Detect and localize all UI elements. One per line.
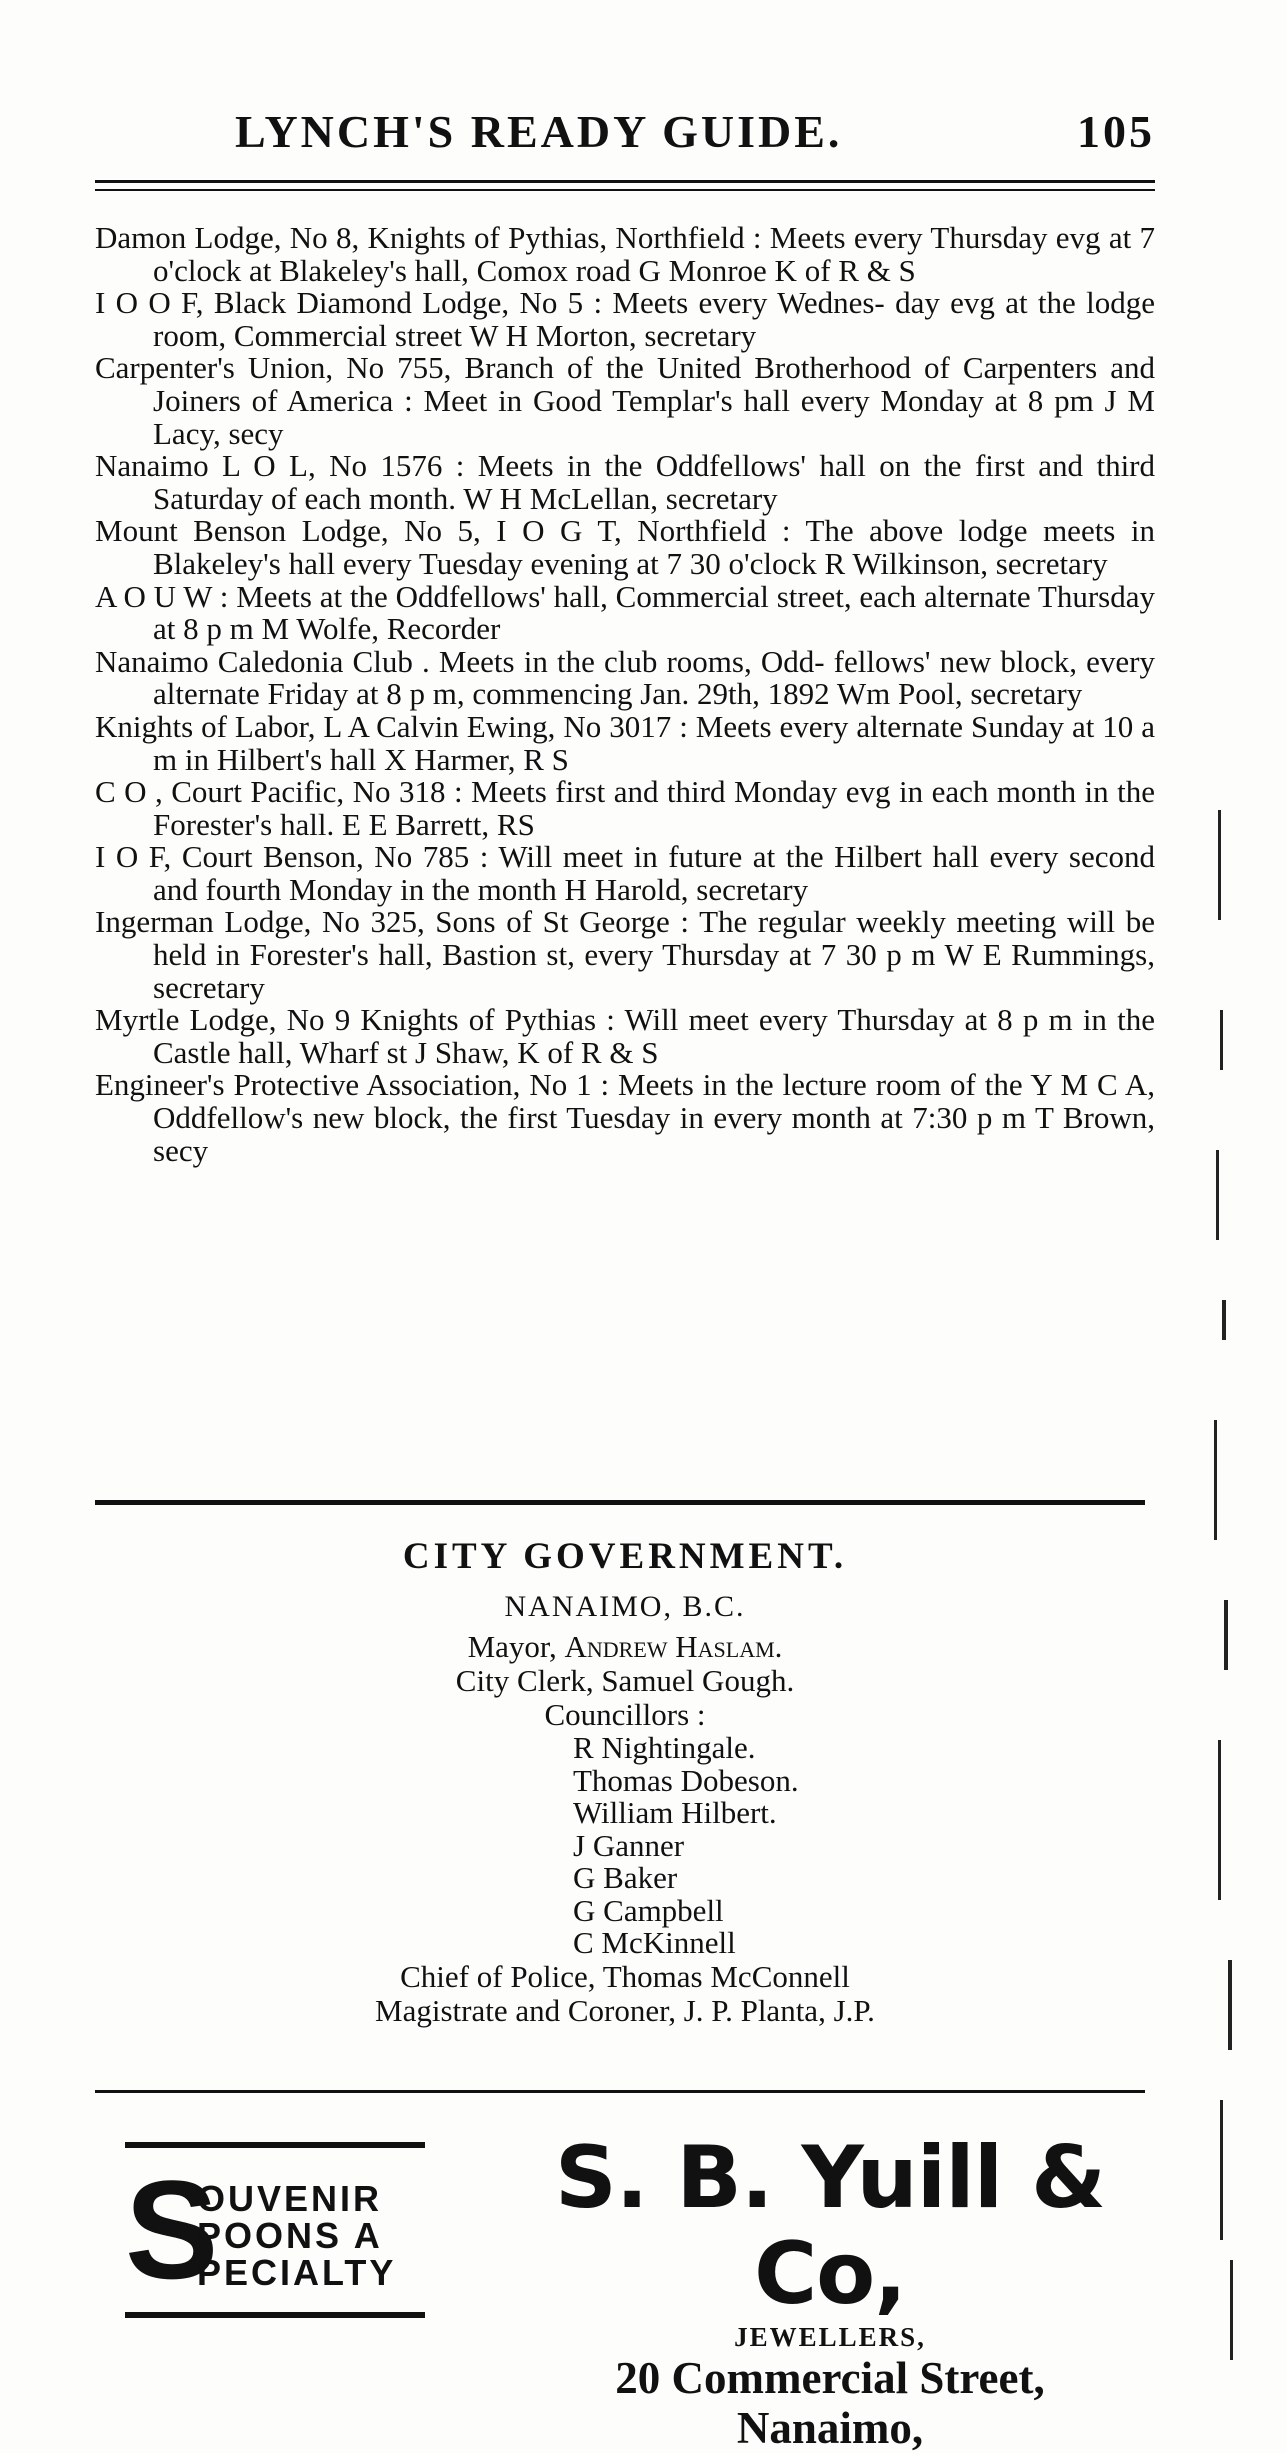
mayor-name: Andrew Haslam. (564, 1629, 783, 1664)
mayor-label: Mayor, (467, 1629, 557, 1664)
society-entry (95, 287, 1155, 352)
society-entry (95, 1004, 1155, 1069)
entry-continuation: Thursday at 8 p m in the Castle hall, Wharf st J Shaw, K of R & S (153, 1002, 1155, 1070)
entry-first-line: Carpenter's Union, No 755, Branch of the United Brotherhood (95, 350, 911, 386)
header-rule (95, 180, 1155, 191)
running-title: LYNCH'S READY GUIDE. (235, 106, 843, 157)
entry-first-line: Knights of Labor, L A Calvin Ewing, No 3017 : Meets every (95, 708, 849, 744)
souvenir-spoons-block (125, 2130, 525, 2330)
page-edge-specks (1210, 780, 1270, 2380)
ad-bar-top (125, 2142, 425, 2148)
entry-first-line: Myrtle Lodge, No 9 Knights of Pythias : Will meet every (95, 1002, 828, 1038)
councillor: Thomas Dobeson. (573, 1762, 799, 1798)
entry-continuation: Hilbert hall every second and fourth Monday in the month H Harold, secretary (153, 839, 1156, 907)
firm-trade: JEWELLERS, (734, 2322, 926, 2352)
slogan-line: POONS A (197, 2215, 383, 2256)
entry-first-line: Engineer's Protective Association, No 1 : Meets in the lecture (95, 1067, 867, 1103)
city-government (95, 1535, 1155, 2028)
councillor: G Campbell (573, 1892, 724, 1928)
entry-first-line: Nanaimo Caledonia Club . Meets in the club rooms, Odd- (95, 643, 825, 679)
society-entry (95, 906, 1155, 1004)
entry-continuation: fellows' new block, every alternate Friday at 8 p m, commencing Jan. 29th, 1892 Wm Pool, secretary (153, 643, 1155, 712)
councillor: R Nightingale. (573, 1730, 756, 1765)
councillor: G Baker (573, 1860, 678, 1895)
entry-continuation: weekly meeting will be held in Forester's hall, Bastion st, every Thursday at 7 30 p m W E Rummings, secretary (153, 904, 1155, 1005)
entry-first-line: Mount Benson Lodge, No 5, I O G T, Northfield : The above (95, 513, 944, 549)
section-rule (95, 1500, 1145, 1505)
firm-town: Nanaimo, (736, 2403, 924, 2453)
councillor: William Hilbert. (573, 1795, 777, 1830)
councillor: J Ganner (573, 1827, 685, 1863)
councillors-label: Councillors : (544, 1697, 706, 1732)
societies-list (95, 222, 1155, 1167)
entry-continuation: of Carpenters and Joiners of America : Meet in Good Templar's hall every Monday at 8 pm J M Lacy, secy (153, 350, 1155, 451)
firm-block (505, 2130, 1155, 2453)
society-entry (95, 222, 1155, 287)
ad-bar-bottom (125, 2312, 425, 2318)
society-entry (95, 776, 1155, 841)
slogan-initial: S (125, 2151, 219, 2308)
running-head (235, 105, 1155, 175)
section-heading: CITY GOVERNMENT. (402, 1536, 848, 1577)
chief-of-police: Chief of Police, Thomas McConnell (400, 1958, 850, 1994)
mayor-line (95, 1630, 1155, 1664)
society-entry (95, 1069, 1155, 1167)
entry-first-line: Nanaimo L O L, No 1576 : Meets in the Oddfellows' hall on (95, 448, 911, 484)
society-entry (95, 578, 1156, 647)
entry-continuation: each alternate Thursday at 8 p m M Wolfe, Recorder (153, 578, 1156, 647)
society-entry (95, 708, 1155, 777)
entry-continuation: the first and third Saturday of each month. W H McLellan, secretary (153, 448, 1156, 516)
entry-first-line: I O O F, Black Diamond Lodge, No 5 : Meets every Wednes- (95, 285, 885, 321)
magistrate: Magistrate and Coroner, J. P. Planta, J.P. (375, 1992, 875, 2028)
entry-first-line: I O F, Court Benson, No 785 : Will meet in future at the (95, 839, 824, 875)
firm-address: 20 Commercial Street, (615, 2353, 1045, 2403)
page-number: 105 (1077, 106, 1155, 157)
entry-first-line: C O , Court Pacific, No 318 : Meets first and third Monday (95, 774, 838, 810)
councillor: C McKinnell (573, 1925, 736, 1960)
city-name: NANAIMO, B.C. (504, 1590, 746, 1623)
society-entry (95, 643, 1155, 712)
advertisement (95, 2128, 1155, 2453)
entry-continuation: evg in each month in the Forester's hall. E E Barrett, RS (153, 774, 1156, 842)
entry-continuation: alternate Sunday at 10 a m in Hilbert's hall X Harmer, R S (153, 708, 1155, 777)
slogan-line: OUVENIR (197, 2178, 383, 2219)
entry-continuation: every Thursday evg at 7 o'clock at Blakeley's hall, Comox road G Monroe K of R & S (153, 220, 1155, 288)
entry-first-line: Ingerman Lodge, No 325, Sons of St George : The regular (95, 904, 846, 940)
city-clerk: City Clerk, Samuel Gough. (455, 1663, 795, 1698)
society-entry (95, 515, 1155, 580)
entry-continuation: lodge meets in Blakeley's hall every Tuesday evening at 7 30 o'clock R Wilkinson, secretary (153, 513, 1155, 581)
society-entry (95, 841, 1155, 906)
entry-continuation: room of the Y M C A, Oddfellow's new block, the first Tuesday in every month at 7:30 p m T Brown, secy (153, 1067, 1156, 1168)
entry-first-line: Damon Lodge, No 8, Knights of Pythias, Northfield : Meets (95, 220, 846, 255)
ad-rule (95, 2090, 1145, 2093)
entry-first-line: A O U W : Meets at the Oddfellows' hall, Commercial street, (95, 578, 852, 614)
society-entry (95, 450, 1155, 515)
entry-continuation: day evg at the lodge room, Commercial street W H Morton, secretary (153, 285, 1155, 353)
slogan-line: PECIALTY (197, 2252, 397, 2293)
firm-name: S. B. Yuill & Co, (554, 2128, 1106, 2324)
society-entry (95, 352, 1155, 450)
